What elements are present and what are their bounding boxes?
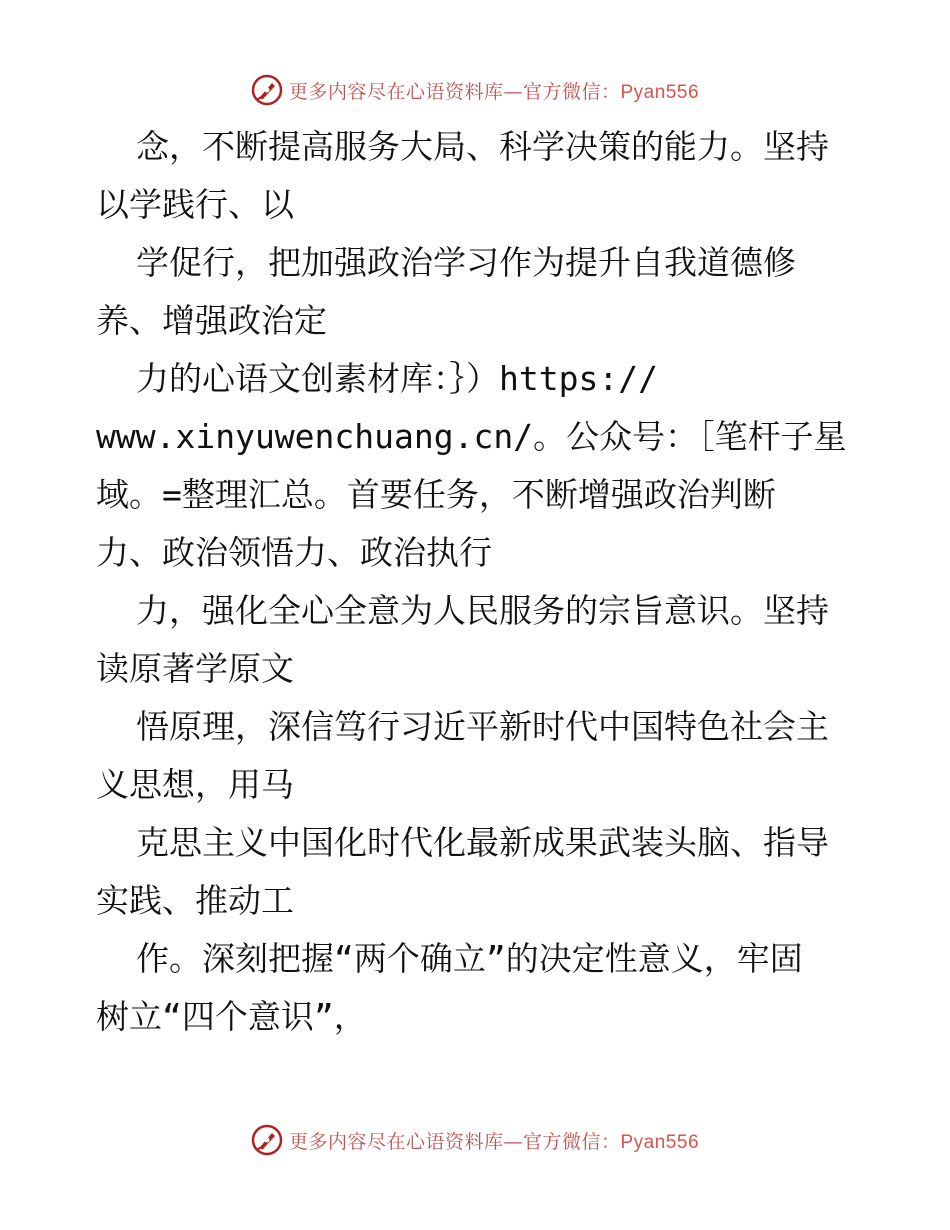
footer-banner-text [289,1127,699,1154]
body-line: 域。=整理汇总。首要任务，不断增强政治判断 [96,475,776,514]
footer-banner [0,1120,950,1160]
body-line: 树立“四个意识”， [96,997,367,1036]
header-banner-handle: Pyan556 [620,81,700,103]
body-line: 作。深刻把握“两个确立”的决定性意义，牢固 [136,939,803,978]
pen-seal-icon [251,1124,283,1156]
body-line: 念，不断提高服务大局、科学决策的能力。坚持 [136,127,829,166]
header-banner [0,70,950,110]
header-banner-text [289,77,699,104]
footer-banner-label: 更多内容尽在心语资料库—官方微信： [288,1130,621,1153]
body-line: 悟原理，深信笃行习近平新时代中国特色社会主 [136,707,829,746]
body-line: 读原著学原文 [96,649,294,688]
body-line: 力，强化全心全意为人民服务的宗旨意识。坚持 [136,591,829,630]
pen-seal-icon [251,74,283,106]
body-line: 学促行，把加强政治学习作为提升自我道德修 [136,243,796,282]
body-line: 力、政治领悟力、政治执行 [96,533,492,572]
body-line: 养、增强政治定 [96,301,327,340]
body-line: 克思主义中国化时代化最新成果武装头脑、指导 [136,823,829,862]
footer-banner-handle: Pyan556 [620,1131,700,1153]
body-line: 力的心语文创素材库：｝）https:// [136,359,658,398]
header-banner-label: 更多内容尽在心语资料库—官方微信： [288,80,621,103]
body-line: 实践、推动工 [96,881,294,920]
body-line: 以学践行、以 [96,185,294,224]
body-line: www.xinyuwenchuang.cn/。公众号：［笔杆子星 [96,417,847,456]
body-line: 义思想，用马 [96,765,294,804]
document-body [96,118,866,1046]
